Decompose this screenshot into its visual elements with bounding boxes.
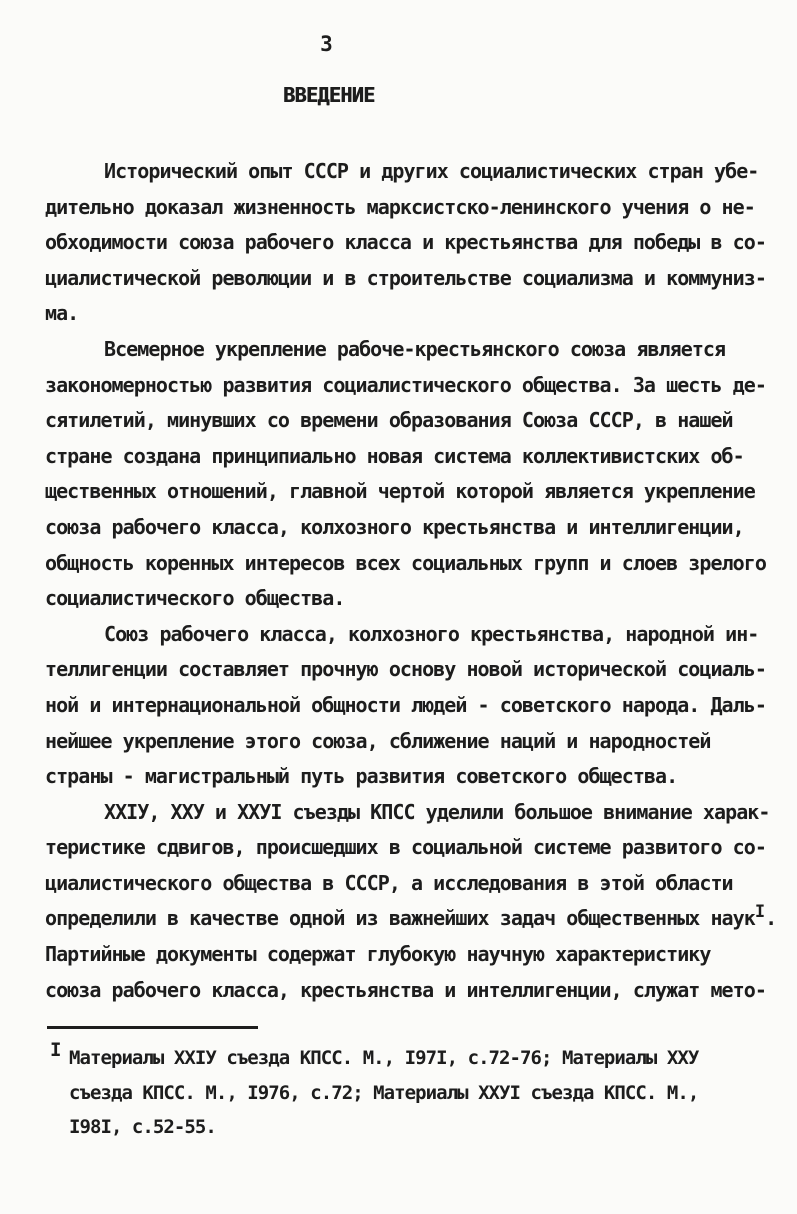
text-line: ма. — [45, 301, 79, 326]
text-line: общность коренных интересов всех социальных групп и слоев зрелого — [45, 550, 766, 575]
text-line: дительно доказал жизненность марксистско-ленинского учения о не- — [45, 194, 755, 219]
text-line: Партийные документы содержат глубокую научную характеристику — [45, 942, 711, 967]
text-line: Всемерное укрепление рабоче-крестьянского союза является — [104, 336, 726, 361]
text-line: закономерностью развития социалистического общества. За шесть де- — [45, 372, 766, 397]
text-line: теристике сдвигов, происшедших в социальной системе развитого со- — [45, 835, 766, 860]
text-line: страны - магистральный путь развития советского общества. — [45, 764, 678, 789]
footnote-reference: I — [754, 902, 766, 923]
text-line: теллигенции составляет прочную основу новой исторической социаль- — [45, 657, 766, 682]
text-line: Исторический опыт СССР и других социалистических стран убе- — [104, 159, 759, 183]
text-line: определили в качестве одной из важнейших задач общественных наук$^I$. — [45, 902, 777, 931]
text-line: циалистического общества в СССР, а исследования в этой области — [45, 870, 733, 895]
section-heading: ВВЕДЕНИЕ — [283, 83, 375, 107]
footnote — [45, 1041, 761, 1145]
body-text — [45, 154, 777, 1008]
footnote-separator-rule — [47, 1026, 258, 1029]
text-line: социалистического общества. — [45, 586, 345, 611]
text-line: обходимости союза рабочего класса и крестьянства для победы в со- — [45, 230, 766, 255]
footnote-line: I98I, с.52-55. — [69, 1116, 216, 1138]
text-line: союза рабочего класса, крестьянства и интеллигенции, служат мето- — [45, 977, 766, 1002]
text-line: циалистической революции и в строительстве социализма и коммуниз- — [45, 265, 766, 290]
text-line: Союз рабочего класса, колхозного крестьянства, народной ин- — [104, 621, 759, 646]
footnote-line: съезда КПСС. М., I976, с.72; Материалы ХХУI съезда КПСС. М., — [69, 1081, 699, 1104]
footnote-marker: I — [50, 1039, 61, 1061]
text-line: нейшее укрепление этого союза, сближение наций и народностей — [45, 728, 711, 753]
text-line: щественных отношений, главной чертой которой является укрепление — [45, 479, 755, 504]
footnote-line: Материалы ХХIУ съезда КПСС. М., I97I, с.72-76; Материалы ХХУ — [69, 1047, 699, 1069]
footnote-text — [45, 1041, 761, 1145]
text-line: ной и интернациональной общности людей - советского народа. Даль- — [45, 692, 766, 717]
text-line: сятилетий, минувших со времени образования Союза СССР, в нашей — [45, 408, 733, 433]
page-number: 3 — [320, 32, 332, 56]
text-line: ХХIУ, ХХУ и ХХУI съезды КПСС уделили большое внимание харак- — [104, 799, 770, 824]
text-line: союза рабочего класса, колхозного крестьянства и интеллигенции, — [45, 514, 744, 539]
text-line: стране создана принципиально новая система коллективистских об- — [45, 443, 744, 468]
